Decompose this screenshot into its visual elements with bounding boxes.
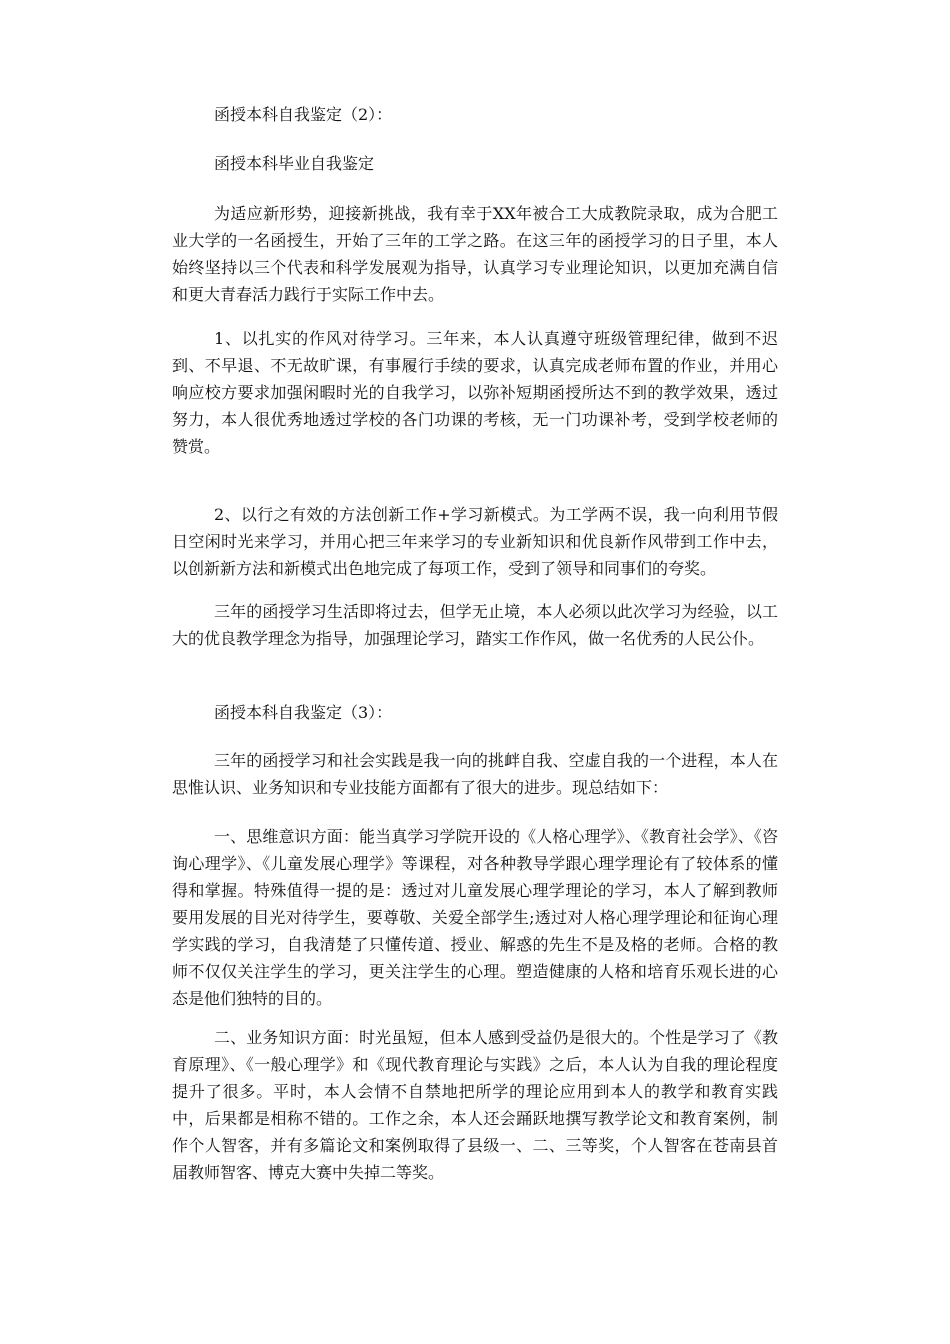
section-heading-2: 函授本科自我鉴定（2）： xyxy=(214,105,393,124)
paragraph-section3-point-2: 二、业务知识方面：时光虽短，但本人感到受益仍是很大的。个性是学习了《教育原理》、《一般心理学》和《现代教育理论与实践》之后，本人认为自我的理论程度提升了很多。平时，本人会情不自禁地把所学的理论应用到本人的教学和教育实践中，后果都是相称不错的。工作之余，本人还会踊跃地撰写教学论文和教育案例，制作个人智客，并有多篇论文和案例取得了县级一、二、三等奖，个人智客在苍南县首届教师智客、博克大赛中失掉二等奖。 xyxy=(172,1028,778,1182)
paragraph-section3-point-1: 一、思维意识方面：能当真学习学院开设的《人格心理学》、《教育社会学》、《咨询心理学》、《儿童发展心理学》等课程，对各种教导学跟心理学理论有了较体系的懂得和掌握。特殊值得一提的是：透过对儿童发展心理学理论的学习，本人了解到教师要用发展的目光对待学生，要尊敬、关爱全部学生;透过对人格心理学理论和征询心理学实践的学习，自我清楚了只懂传道、授业、解惑的先生不是及格的老师。合格的教师不仅仅关注学生的学习，更关注学生的心理。塑造健康的人格和培育乐观长进的心态是他们独特的目的。 xyxy=(172,827,778,1008)
paragraph-point-2: 2、以行之有效的方法创新工作+学习新模式。为工学两不误，我一向利用节假日空闲时光来学习，并用心把三年来学习的专业新知识和优良新作风带到工作中去，以创新新方法和新模式出色地完成了每项工作，受到了领导和同事们的夸奖。 xyxy=(172,505,778,578)
paragraph-intro: 为适应新形势，迎接新挑战，我有幸于XX年被合工大成教院录取，成为合肥工业大学的一名函授生，开始了三年的工学之路。在这三年的函授学习的日子里，本人始终坚持以三个代表和科学发展观为指导，认真学习专业理论知识，以更加充满自信和更大青春活力践行于实际工作中去。 xyxy=(172,204,778,304)
subheading: 函授本科毕业自我鉴定 xyxy=(214,154,375,173)
section-heading-3: 函授本科自我鉴定（3）： xyxy=(214,703,393,722)
paragraph-conclusion: 三年的函授学习生活即将过去，但学无止境，本人必须以此次学习为经验，以工大的优良教学理念为指导，加强理论学习，踏实工作作风，做一名优秀的人民公仆。 xyxy=(172,602,778,648)
paragraph-point-1: 1、以扎实的作风对待学习。三年来，本人认真遵守班级管理纪律，做到不迟到、不早退、不无故旷课，有事履行手续的要求，认真完成老师布置的作业，并用心响应校方要求加强闲暇时光的自我学习，以弥补短期函授所达不到的教学效果，透过努力，本人很优秀地透过学校的各门功课的考核，无一门功课补考，受到学校老师的赞赏。 xyxy=(172,329,778,456)
paragraph-section3-intro: 三年的函授学习和社会实践是我一向的挑衅自我、空虚自我的一个进程，本人在思惟认识、业务知识和专业技能方面都有了很大的进步。现总结如下： xyxy=(172,751,778,797)
